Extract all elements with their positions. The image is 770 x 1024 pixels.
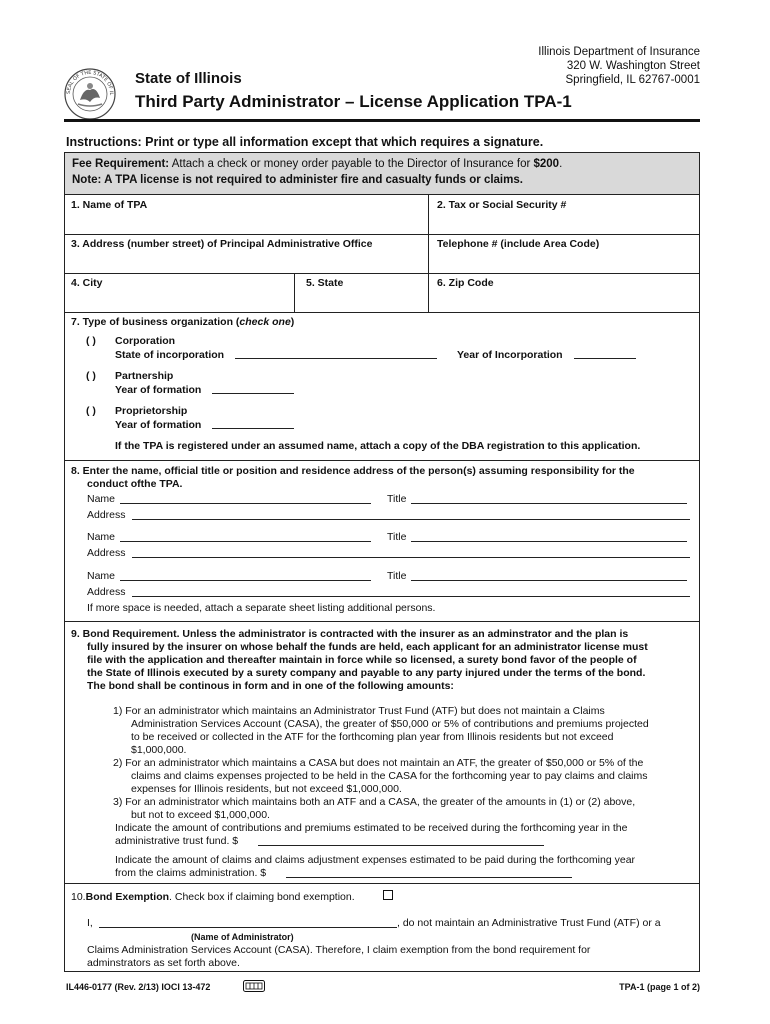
partnership-year-label: Year of formation [115,384,202,396]
section-8-heading-cont: conduct ofthe TPA. [87,478,183,490]
page-title: Third Party Administrator – License Application TPA-1 [135,92,572,111]
state-of-incorporation-input[interactable] [235,349,437,359]
person-3-name-input[interactable] [120,571,371,581]
field-label-address: 3. Address (number street) of Principal Administrative Office [71,238,373,250]
partnership-year-input[interactable] [212,384,294,394]
row-divider [65,234,699,235]
year-of-incorporation-input[interactable] [574,349,636,359]
person-3-address-input[interactable] [132,587,690,597]
page-number: TPA-1 (page 1 of 2) [619,982,700,992]
claims-amount-label: from the claims administration. $ [115,867,267,879]
contributions-amount-label: administrative trust fund. $ [115,835,239,847]
field-label-zip: 6. Zip Code [437,277,494,289]
person-3-title-input[interactable] [411,571,687,581]
partnership-label: Partnership [115,370,174,382]
column-divider [294,273,295,312]
dba-instruction: If the TPA is registered under an assumed name, attach a copy of the DBA registration to this application. [115,440,641,452]
bond-option-3: 3) For an administrator which maintains both an ATF and a CASA, the greater of the amounts in (1) or (2) above, but not to exceed $1,000,000. [113,796,636,821]
person-1-title-input[interactable] [411,494,687,504]
field-label-state: 5. State [306,277,344,289]
state-input[interactable] [297,291,425,309]
person-2-title-label: Title [387,531,407,543]
fee-note: Note: A TPA license is not required to administer fire and casualty funds or claims. [72,174,523,186]
agency-address [538,45,700,87]
row-divider [65,273,699,274]
fee-label: Fee Requirement: [72,158,170,170]
bond-option-2: 2) For an administrator which maintains a CASA but does not maintain an ATF, the greater of $50,000 or 5% of the claims and claims expenses projected to be held in the CASA for the forthcoming year to pay claims and claims expenses for Illinois residents, but not exceed $1,000,000. [113,757,648,795]
proprietorship-checkbox[interactable]: ( ) [86,405,96,417]
corporation-checkbox[interactable]: ( ) [86,335,96,347]
zip-input[interactable] [431,291,695,309]
telephone-input[interactable] [431,252,695,270]
address-input[interactable] [67,252,427,270]
tax-id-input[interactable] [431,213,695,231]
person-1-title-label: Title [387,493,407,505]
state-of-incorporation-label: State of incorporation [115,349,225,361]
bond-exemption-checkbox[interactable] [383,890,393,900]
fee-requirement-box [65,153,699,195]
section-divider [65,621,699,622]
city-input[interactable] [67,291,291,309]
claims-amount-input[interactable] [286,868,572,878]
column-divider [428,195,429,312]
proprietorship-year-input[interactable] [212,419,294,429]
form-number: IL446-0177 (Rev. 2/13) IOCI 13-472 [66,982,211,992]
person-3-name-label: Name [87,570,116,582]
field-label-tax-id: 2. Tax or Social Security # [437,199,567,211]
fee-line [72,156,692,172]
exemption-statement: , do not maintain an Administrative Trust Fund (ATF) or a [397,917,661,929]
corporation-label: Corporation [115,335,176,347]
exemption-text-line-3: adminstrators as set forth above. [87,957,240,969]
agency-city: Springfield, IL 62767-0001 [565,74,700,86]
person-1-address-label: Address [87,509,126,521]
state-heading: State of Illinois [135,70,242,87]
year-of-incorporation-label: Year of Incorporation [457,349,563,361]
section-7-heading: 7. Type of business organization (check one) [71,316,295,328]
row-divider [65,312,699,313]
person-2-title-input[interactable] [411,532,687,542]
person-2-address-input[interactable] [132,548,690,558]
person-3-address-label: Address [87,586,126,598]
exemption-i-label: I, [87,917,93,929]
agency-name: Illinois Department of Insurance [538,46,700,58]
fee-text: Attach a check or money order payable to the Director of Insurance for [169,158,534,170]
field-label-city: 4. City [71,277,103,289]
fee-period: . [559,158,563,170]
person-1-name-label: Name [87,493,116,505]
state-seal-icon [64,68,116,120]
seal-text: SEAL OF THE STATE OF IL [65,69,115,96]
field-label-tpa-name: 1. Name of TPA [71,199,148,211]
proprietorship-year-label: Year of formation [115,419,202,431]
title-rule [64,119,700,122]
bond-option-1: 1) For an administrator which maintains an Administrator Trust Fund (ATF) but does not maintain a Claims Administration Services Account (CASA), the greater of $50,000 or 5% of contributions and premiums projected to be received or collected in the ATF for the forthcoming plan year from Illinois residents but not exceed $1,000,000. [113,705,649,756]
tpa-name-input[interactable] [67,213,427,231]
exemption-text-line-2: Claims Administration Services Account (CASA). Therefore, I claim exemption from the bond requirement for [87,944,591,956]
person-2-name-label: Name [87,531,116,543]
person-2-name-input[interactable] [120,532,371,542]
section-9-heading: 9. Bond Requirement. Unless the administrator is contracted with the insurer as an adminstrator and the plan is fully insured by the insurer on whose behalf the funds are held, each applicant for an administrator license must file with the application and thereafter maintain in force while so licensed, a surety bond favor of the people of the State of Illinois executed by a surety company and payable to any party injured under the terms of the bond. The bond shall be continous in form and in one of the following amounts: [71,628,648,692]
ioci-logo-icon [243,980,265,992]
person-1-name-input[interactable] [120,494,371,504]
claims-instruction: Indicate the amount of claims and claims adjustment expenses estimated to be paid during the forthcoming year [115,854,636,866]
section-8-heading: 8. Enter the name, official title or position and residence address of the person(s) assuming responsibility for the [71,465,635,477]
agency-street: 320 W. Washington Street [566,60,700,72]
contributions-amount-input[interactable] [258,836,544,846]
fee-amount: $200 [533,158,560,170]
section-10-heading: 10.Bond Exemption. Check box if claiming bond exemption. [71,891,355,903]
administrator-name-input[interactable] [99,918,397,928]
section-divider [65,460,699,461]
section-divider [65,883,699,884]
proprietorship-label: Proprietorship [115,405,188,417]
person-2-address-label: Address [87,547,126,559]
person-3-title-label: Title [387,570,407,582]
application-form [64,152,700,972]
name-of-administrator-caption: (Name of Administrator) [191,932,294,942]
more-space-note: If more space is needed, attach a separate sheet listing additional persons. [87,602,436,614]
instructions: Instructions: Print or type all information except that which requires a signature. [66,135,544,149]
partnership-checkbox[interactable]: ( ) [86,370,96,382]
person-1-address-input[interactable] [132,510,690,520]
field-label-telephone: Telephone # (include Area Code) [437,238,600,250]
contributions-instruction: Indicate the amount of contributions and premiums estimated to be received during the forthcoming year in the [115,822,628,834]
